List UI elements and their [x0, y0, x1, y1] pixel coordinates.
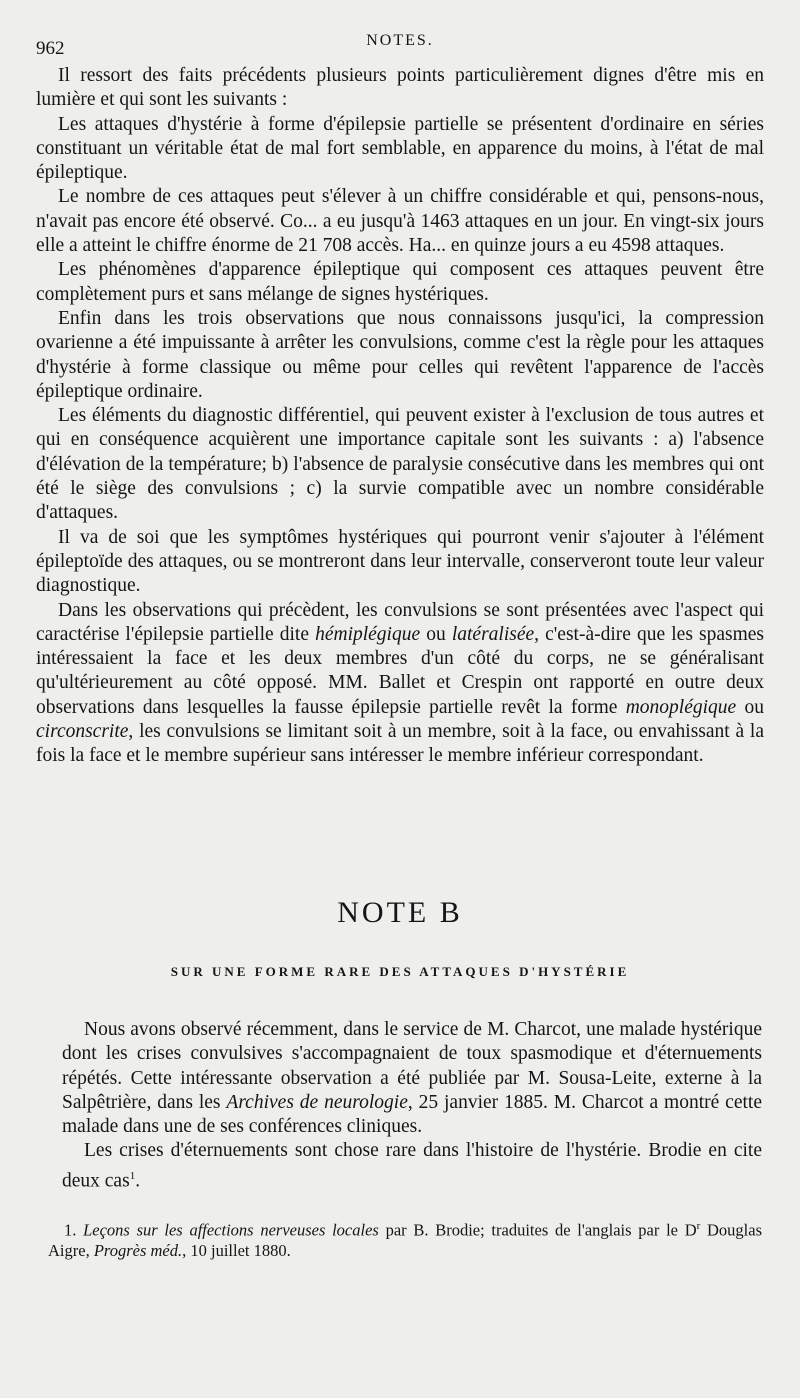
journal-title: Progrès méd. [93, 1240, 183, 1260]
running-head [36, 32, 764, 59]
paragraph: Les attaques d'hystérie à forme d'épilepsie partielle se présentent d'ordinaire en séries constituant un véritable état de mal fort semblable, en apparence du moins, à l'état de mal épileptique. [36, 113, 764, 184]
footnote [48, 1216, 762, 1261]
text-run: ou [736, 696, 764, 718]
text-run: . [135, 1170, 141, 1192]
text-run: Les crises d'éternuements sont chose rare dans l'histoire de l'hystérie. Brodie en cite deux cas [62, 1140, 762, 1192]
journal-title: Archives de neurologie [226, 1091, 408, 1113]
running-title: NOTES. [366, 32, 434, 49]
italic-term: hémiplégique [315, 623, 421, 645]
paragraph: Les phénomènes d'apparence épileptique qui composent ces attaques peuvent être complètement purs et sans mélange de signes hystériques. [36, 259, 764, 305]
paragraph [62, 1139, 762, 1193]
footnote-number: 1. [64, 1220, 77, 1240]
note-heading: NOTE B [337, 896, 463, 929]
text-run: par B. Brodie; traduites de l'anglais par le D [378, 1220, 697, 1240]
paragraph: Le nombre de ces attaques peut s'élever à un chiffre considérable et qui, pensons-nous, n'avait pas encore été observé. Co... a eu jusqu'à 1463 attaques en un jour. En vingt-six jours elle a atteint le chiffre énorme de 21 708 accès. Ha... en quinze jours a eu 4598 attaques. [36, 186, 764, 257]
text-run: Nous avons observé récemment, dans le service de M. Charcot, une malade hystérique dont les crises convulsives s'accompagnaient de toux spasmodique et d'éternuements répétés. Cette intéressante observation a été publiée par M. Sousa-Leite, externe à la Salpêtrière, dans les [62, 1019, 762, 1113]
book-title: Leçons sur les affections nerveuses locales [83, 1220, 379, 1240]
footnote-line [48, 1216, 762, 1261]
italic-term: circonscrite [36, 721, 129, 743]
paragraph [62, 1018, 762, 1139]
main-text [36, 64, 764, 769]
text-run: Dans les observations qui précèdent, les convulsions se sont présentées avec l'aspect qui caractérise l'épilepsie partielle dite [36, 599, 764, 645]
italic-term: monoplégique [625, 696, 737, 718]
abbrev-sup: r [696, 1220, 701, 1232]
footnote-ref: 1 [129, 1169, 136, 1182]
text-run: , les convulsions se limitant soit à un membre, soit à la face, ou envahissant à la fois la face et le membre supérieur sans intéresser le membre inférieur correspondant. [36, 721, 764, 767]
paragraph [36, 599, 764, 769]
note-subheading: SUR UNE FORME RARE DES ATTAQUES D'HYSTÉRIE [170, 964, 630, 979]
paragraph: Il va de soi que les symptômes hystériques qui pourront venir s'ajouter à l'élément épileptoïde des attaques, ou se montreront dans leur intervalle, conserveront toute leur valeur diagnostique. [36, 526, 764, 597]
italic-term: latéralisée [451, 623, 535, 645]
page-number: 962 [36, 38, 65, 59]
note-text [62, 1018, 762, 1194]
text-run: , 25 janvier 1885. M. Charcot a montré cette malade dans une de ses conférences cliniques. [62, 1091, 762, 1138]
text-run: , 10 juillet 1880. [182, 1240, 291, 1260]
paragraph: Les éléments du diagnostic différentiel, qui peuvent exister à l'exclusion de tous autres et qui en conséquence acquièrent une importance capitale sont les suivants : a) l'absence d'élévation de la température; b) l'absence de paralysie consécutive dans les membres qui ont été le siège des convulsions ; c) la survie compatible avec un nombre considérable d'attaques. [36, 405, 764, 524]
paragraph: Enfin dans les trois observations que nous connaissons jusqu'ici, la compression ovarienne a été impuissante à arrêter les convulsions, comme c'est la règle pour les attaques d'hystérie à forme classique ou même pour celles qui revêtent l'apparence de l'accès épileptique ordinaire. [36, 307, 764, 402]
text-run: Douglas Aigre, [48, 1220, 763, 1260]
text-run: ou [420, 623, 452, 645]
text-run: , c'est-à-dire que les spasmes intéressaient la face et les deux membres d'un côté du corps, ne se généralisant qu'ultérieurement au côté opposé. MM. Ballet et Crespin ont rapporté en outre deux observations dans lesquelles la fausse épilepsie partielle revêt la forme [36, 623, 764, 718]
paragraph: Il ressort des faits précédents plusieurs points particulièrement dignes d'être mis en lumière et qui sont les suivants : [36, 65, 764, 111]
